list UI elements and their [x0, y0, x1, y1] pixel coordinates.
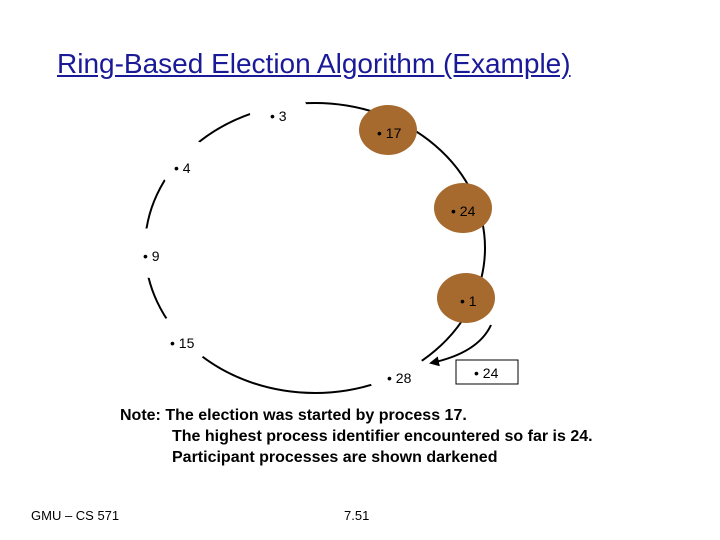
- process-node-17: [359, 105, 417, 155]
- process-node-label: • 9: [143, 248, 160, 264]
- process-node-label: • 28: [387, 370, 412, 386]
- process-node-label: • 24: [451, 203, 476, 219]
- process-node-label: • 17: [377, 125, 402, 141]
- process-node-4: [159, 140, 217, 190]
- message-arrow: [431, 325, 491, 363]
- process-node-9: [123, 228, 181, 278]
- process-node-24: [434, 183, 492, 233]
- process-node-label: • 3: [270, 108, 287, 124]
- note-line-highest-id: The highest process identifier encountered so far is 24.: [172, 428, 593, 445]
- process-node-1: [437, 273, 495, 323]
- footer-course: GMU – CS 571: [31, 508, 120, 523]
- process-node-3: [250, 88, 308, 138]
- footer-slide-number: 7.51: [344, 508, 370, 523]
- note-line-participants: Participant processes are shown darkened: [172, 449, 498, 466]
- process-node-15: [152, 315, 210, 365]
- process-node-label: • 1: [460, 293, 477, 309]
- note: [120, 405, 700, 468]
- slide-title: Ring-Based Election Algorithm (Example): [57, 48, 571, 79]
- election-message-box: [456, 360, 518, 384]
- process-node-28: [369, 350, 427, 400]
- process-node-label: • 4: [174, 160, 191, 176]
- note-line-started-by: Note: The election was started by process 17.: [120, 407, 467, 424]
- election-message-label: • 24: [474, 365, 499, 381]
- process-node-label: • 15: [170, 335, 195, 351]
